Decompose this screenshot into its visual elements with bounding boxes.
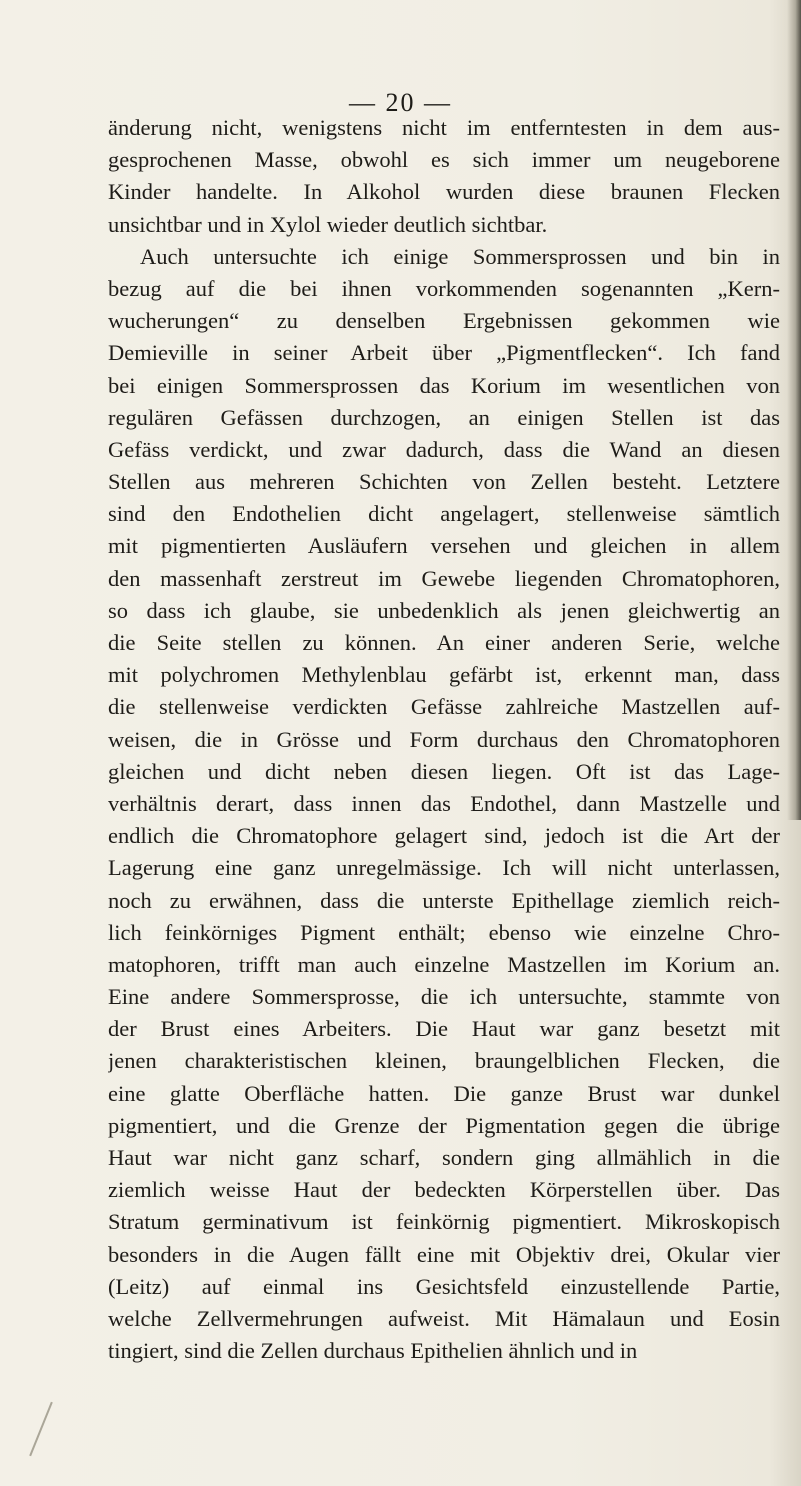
text-line: pigmentiert, und die Grenze der Pigmentation gegen die übrige: [108, 1112, 780, 1138]
text-line: unsichtbar und in Xylol wieder deutlich sichtbar.: [108, 211, 548, 237]
text-line: lich feinkörniges Pigment enthält; ebenso wie einzelne Chro-: [108, 919, 780, 945]
text-line: gleichen und dicht neben diesen liegen. Oft ist das Lage-: [108, 758, 780, 784]
text-line: bezug auf die bei ihnen vorkommenden sogenannten „Kern-: [108, 275, 780, 301]
text-line: besonders in die Augen fällt eine mit Objektiv drei, Okular vier: [108, 1241, 780, 1267]
text-line: der Brust eines Arbeiters. Die Haut war ganz besetzt mit: [108, 1016, 780, 1042]
text-line: Lagerung eine ganz unregelmässige. Ich will nicht unterlassen,: [108, 855, 780, 881]
text-line: die Seite stellen zu können. An einer anderen Serie, welche: [108, 630, 780, 655]
stray-pencil-mark: [29, 1402, 53, 1457]
page-number: — 20 —: [349, 88, 452, 117]
text-line: mit pigmentierten Ausläufern versehen und gleichen in allem: [108, 533, 780, 559]
text-line: änderung nicht, wenigstens nicht im entferntesten in dem aus-: [108, 115, 780, 140]
text-line: Stellen aus mehreren Schichten von Zellen besteht. Letztere: [108, 469, 780, 495]
text-line: weisen, die in Grösse und Form durchaus den Chromatophoren: [108, 726, 780, 752]
text-line: matophoren, trifft man auch einzelne Mastzellen im Korium an.: [108, 951, 780, 977]
body-text: [108, 112, 780, 1367]
text-line: Eine andere Sommersprosse, die ich untersuchte, stammte von: [108, 984, 780, 1010]
text-line: ziemlich weisse Haut der bedeckten Körperstellen über. Das: [108, 1177, 780, 1203]
text-line: wucherungen“ zu denselben Ergebnissen gekommen wie: [108, 308, 780, 334]
text-line: Stratum germinativum ist feinkörnig pigmentiert. Mikroskopisch: [108, 1209, 780, 1235]
text-line: eine glatte Oberfläche hatten. Die ganze Brust war dunkel: [108, 1080, 780, 1106]
text-line: gesprochenen Masse, obwohl es sich immer um neugeborene: [108, 147, 780, 173]
text-line: Demieville in seiner Arbeit über „Pigmentflecken“. Ich fand: [108, 340, 780, 366]
text-line: Auch untersuchte ich einige Sommersprossen und bin in: [140, 243, 780, 269]
text-line: so dass ich glaube, sie unbedenklich als jenen gleichwertig an: [108, 597, 780, 623]
text-line: endlich die Chromatophore gelagert sind, jedoch ist die Art der: [108, 823, 780, 849]
text-line: tingiert, sind die Zellen durchaus Epithelien ähnlich und in: [108, 1338, 638, 1364]
text-line: den massenhaft zerstreut im Gewebe liegenden Chromatophoren,: [108, 565, 780, 591]
text-line: (Leitz) auf einmal ins Gesichtsfeld einzustellende Partie,: [108, 1273, 780, 1299]
text-line: bei einigen Sommersprossen das Korium im wesentlichen von: [108, 372, 780, 398]
text-line: welche Zellvermehrungen aufweist. Mit Hämalaun und Eosin: [108, 1305, 780, 1331]
text-line: sind den Endothelien dicht angelagert, stellenweise sämtlich: [108, 501, 780, 527]
text-line: Gefäss verdickt, und zwar dadurch, dass die Wand an diesen: [108, 436, 780, 462]
text-line: jenen charakteristischen kleinen, braungelblichen Flecken, die: [108, 1048, 780, 1074]
text-line: Haut war nicht ganz scharf, sondern ging allmählich in die: [108, 1145, 780, 1170]
page-binding-shadow: [787, 0, 801, 820]
text-line: mit polychromen Methylenblau gefärbt ist, erkennt man, dass: [108, 662, 780, 688]
text-line: noch zu erwähnen, dass die unterste Epithellage ziemlich reich-: [108, 887, 780, 913]
text-line: Kinder handelte. In Alkohol wurden diese braunen Flecken: [108, 179, 780, 205]
text-line: regulären Gefässen durchzogen, an einigen Stellen ist das: [108, 404, 780, 430]
text-line: verhältnis derart, dass innen das Endothel, dann Mastzelle und: [108, 790, 780, 816]
text-line: die stellenweise verdickten Gefässe zahlreiche Mastzellen auf-: [108, 694, 780, 720]
